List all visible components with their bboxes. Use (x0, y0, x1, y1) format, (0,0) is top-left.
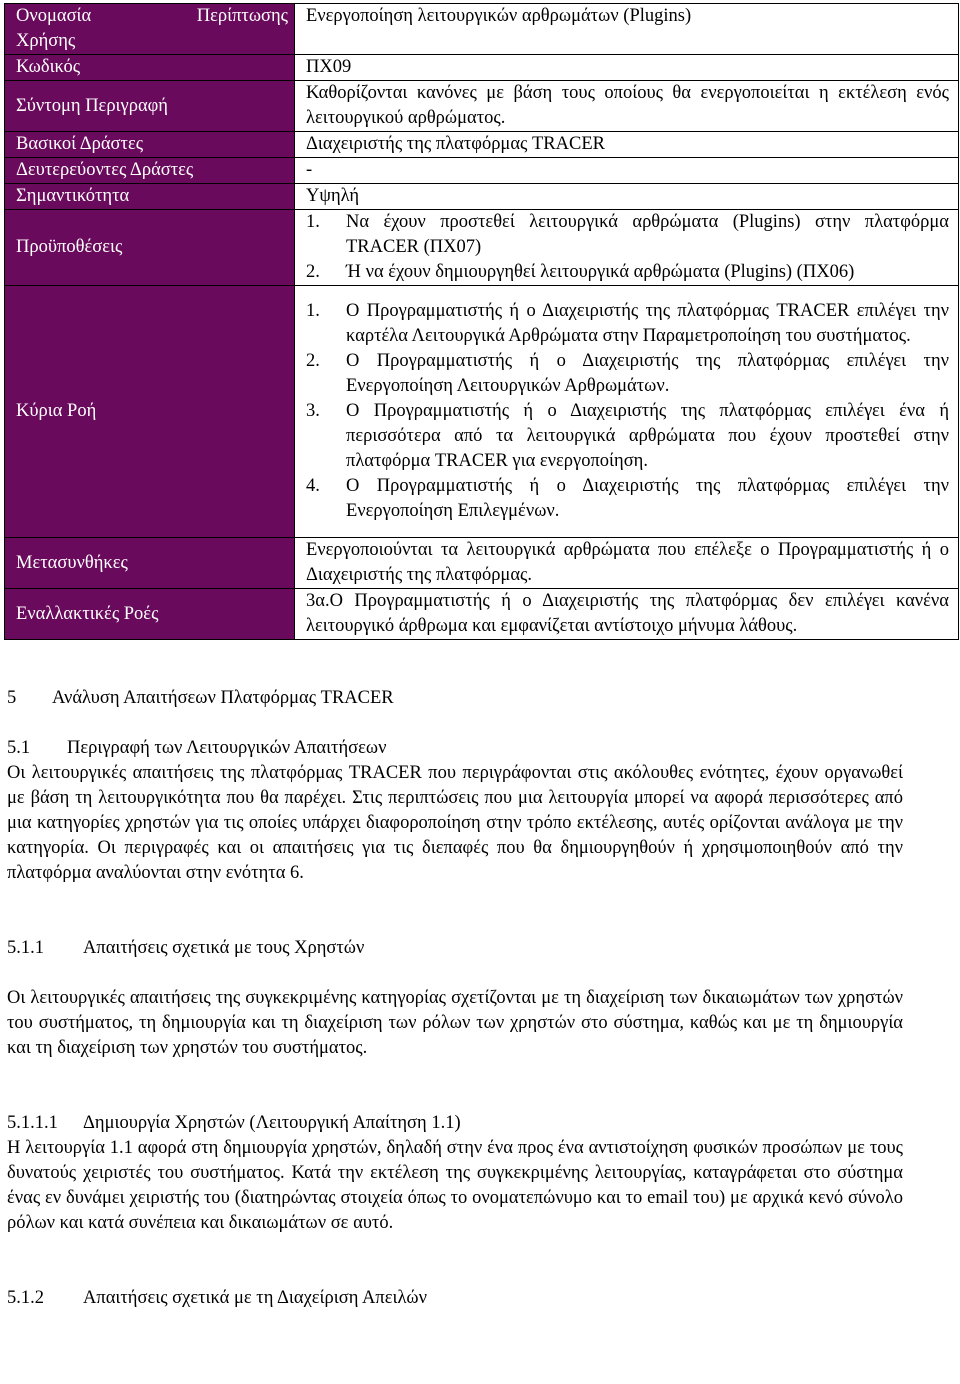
row-alternative-flows (5, 589, 959, 640)
list-item-number: 3. (306, 401, 320, 421)
row-priority (5, 184, 959, 210)
value-primary-actors: Διαχειριστής της πλατφόρμας TRACER (295, 132, 959, 158)
list-item-text: Ο Προγραμματιστής ή ο Διαχειριστής της πλατφόρμας TRACER επιλέγει την καρτέλα Λειτουργικά Αρθρώματα στην Παραμετροποίηση του συστήματος. (346, 301, 949, 346)
value-main-flow (295, 286, 959, 538)
section-number: 5.1.2 (7, 1288, 44, 1308)
row-name (5, 4, 959, 55)
row-code (5, 55, 959, 81)
row-short-description (5, 81, 959, 132)
section-title: Απαιτήσεις σχετικά με τη Διαχείριση Απειλών (83, 1288, 427, 1308)
label-code: Κωδικός (5, 55, 295, 81)
label-alternative-flows: Εναλλακτικές Ροές (5, 589, 295, 640)
list-item-text: Ο Προγραμματιστής ή ο Διαχειριστής της πλατφόρμας επιλέγει ένα ή περισσότερα από τα λειτουργικά αρθρώματα που έχουν προστεθεί στην πλατφόρμα TRACER για ενεργοποίηση. (346, 401, 949, 471)
list-item-number: 2. (306, 262, 320, 282)
list-item-text: Ο Προγραμματιστής ή ο Διαχειριστής της πλατφόρμας επιλέγει την Ενεργοποίηση Λειτουργικών Αρθρωμάτων. (346, 351, 949, 396)
section-5-1-1-paragraph: Οι λειτουργικές απαιτήσεις της συγκεκριμένης κατηγορίας σχετίζονται με τη διαχείριση των δικαιωμάτων των χρηστών του συστήματος, τη δημιουργία και τη διαχείριση των ρόλων των χρηστών στο σύστημα, καθώς και με τη δημιουργία και τη διαχείριση των χρηστών του συστήματος. (7, 988, 903, 1058)
value-postconditions: Ενεργοποιούνται τα λειτουργικά αρθρώματα που επέλεξε ο Προγραμματιστής ή ο Διαχειριστής της πλατφόρμας. (295, 538, 959, 589)
value-priority: Υψηλή (295, 184, 959, 210)
list-item-number: 2. (306, 351, 320, 371)
section-5-1-paragraph: Οι λειτουργικές απαιτήσεις της πλατφόρμας TRACER που περιγράφονται στις ακόλουθες ενότητες, έχουν οργανωθεί με βάση τη λειτουργικότητα που θα παρέχει. Στις περιπτώσεις που μια λειτουργία μπορεί να αφορά περισσότερες από μια κατηγορίες χρηστών για τις οποίες υπάρχει διαφοροποίηση στην τρόπο εκτέλεσης, αυτές ορίζονται ανάλογα με την κατηγορία. Οι περιγραφές και οι απαιτήσεις για τις διεπαφές που θα δημιουργηθούν ή χρησιμοποιηθούν από την πλατφόρμα αναλύονται στην ενότητα 6. (7, 763, 903, 883)
use-case-table (4, 3, 959, 640)
label-postconditions: Μετασυνθήκες (5, 538, 295, 589)
list-item-number: 1. (306, 212, 320, 232)
section-5-1-1-1-paragraph: Η λειτουργία 1.1 αφορά στη δημιουργία χρηστών, δηλαδή στην ένα προς ένα αντιστοίχηση φυσικών προσώπων με τους δυνατούς χειριστές του συστήματος. Κατά την εκτέλεση της συγκεκριμένης λειτουργίας, καταγράφεται στο σύστημα ένας εν δυνάμει χειριστής του (διατηρώντας στοιχεία όπως το ονοματεπώνυμο και το email του) με αρχικά κενό σύνολο ρόλων και κατά συνέπεια και δικαιωμάτων σε αυτό. (7, 1138, 903, 1233)
section-title: Δημιουργία Χρηστών (Λειτουργική Απαίτηση 1.1) (83, 1113, 461, 1133)
section-5-1-1-heading (7, 936, 903, 961)
list-item-number: 1. (306, 301, 320, 321)
value-alternative-flows: 3α.Ο Προγραμματιστής ή ο Διαχειριστής της πλατφόρμας δεν επιλέγει κανένα λειτουργικό άρθρωμα και εμφανίζεται αντίστοιχο μήνυμα λάθους. (295, 589, 959, 640)
label-priority: Σημαντικότητα (5, 184, 295, 210)
row-primary-actors (5, 132, 959, 158)
main-flow-list (306, 299, 949, 524)
section-5-1-1-1-heading (7, 1111, 903, 1136)
row-postconditions (5, 538, 959, 589)
section-number: 5.1.1.1 (7, 1113, 58, 1133)
label-name-part1: Ονομασία (16, 6, 92, 26)
section-title: Περιγραφή των Λειτουργικών Απαιτήσεων (67, 738, 387, 758)
list-item-text: Ή να έχουν δημιουργηθεί λειτουργικά αρθρώματα (Plugins) (ΠΧ06) (346, 262, 855, 282)
list-item (306, 399, 949, 474)
label-name-part2: Περίπτωσης (196, 6, 288, 26)
list-item-text: Ο Προγραμματιστής ή ο Διαχειριστής της πλατφόρμας επιλέγει την Ενεργοποίηση Επιλεγμένων. (346, 476, 949, 521)
preconditions-list (306, 210, 949, 285)
label-preconditions: Προϋποθέσεις (5, 210, 295, 286)
value-short-description: Καθορίζονται κανόνες με βάση τους οποίους θα ενεργοποιείται η εκτέλεση ενός λειτουργικού αρθρώματος. (295, 81, 959, 132)
value-secondary-actors: - (295, 158, 959, 184)
section-5-1-2-heading (7, 1286, 903, 1311)
row-secondary-actors (5, 158, 959, 184)
section-number: 5 (7, 688, 17, 708)
row-main-flow (5, 286, 959, 538)
value-name: Ενεργοποίηση λειτουργικών αρθρωμάτων (Plugins) (295, 4, 959, 55)
list-item-number: 4. (306, 476, 320, 496)
document-body (7, 686, 903, 1311)
label-main-flow: Κύρια Ροή (5, 286, 295, 538)
value-code: ΠΧ09 (295, 55, 959, 81)
list-item-text: Να έχουν προστεθεί λειτουργικά αρθρώματα (Plugins) στην πλατφόρμα TRACER (ΠΧ07) (346, 212, 949, 257)
list-item (306, 474, 949, 524)
section-number: 5.1.1 (7, 938, 44, 958)
label-name-part3: Χρήσης (16, 31, 76, 51)
list-item (306, 349, 949, 399)
list-item (306, 260, 949, 285)
section-5-1-heading (7, 736, 903, 761)
row-preconditions (5, 210, 959, 286)
list-item (306, 299, 949, 349)
section-number: 5.1 (7, 738, 31, 758)
label-name (5, 4, 295, 55)
label-secondary-actors: Δευτερεύοντες Δράστες (5, 158, 295, 184)
section-title: Απαιτήσεις σχετικά με τους Χρηστών (83, 938, 365, 958)
label-primary-actors: Βασικοί Δράστες (5, 132, 295, 158)
list-item (306, 210, 949, 260)
label-short-description: Σύντομη Περιγραφή (5, 81, 295, 132)
section-title: Ανάλυση Απαιτήσεων Πλατφόρμας TRACER (52, 688, 394, 708)
value-preconditions (295, 210, 959, 286)
section-5-heading (7, 686, 903, 711)
